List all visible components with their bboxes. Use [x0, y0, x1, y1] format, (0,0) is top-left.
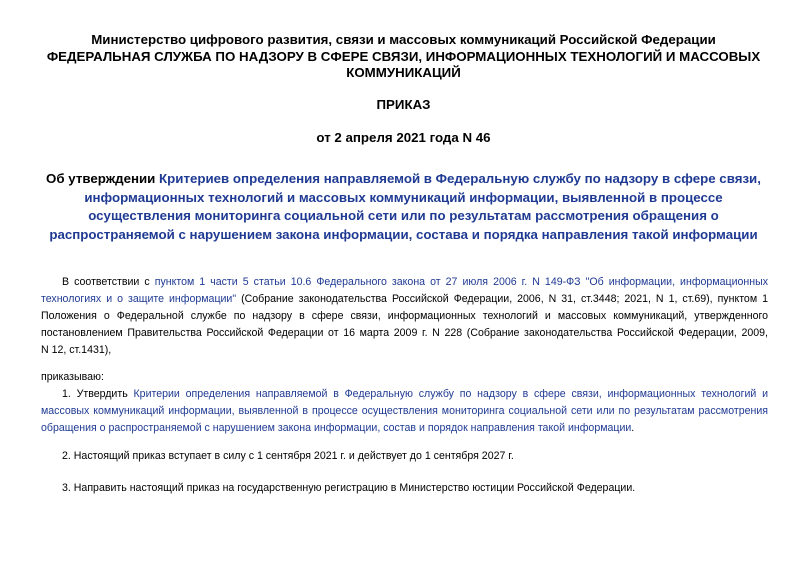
criteria-link-line-3[interactable]: обращения о распространяемой с нарушением закона информации, состав и порядок направления такой информации — [41, 422, 632, 434]
title-line-3[interactable]: осуществления мониторинга социальной сети или по результатам рассмотрения обращения о — [88, 208, 719, 223]
title-line-2[interactable]: информационных технологий и массовых коммуникаций информации, выявленной в процессе — [84, 189, 723, 205]
document-header — [20, 32, 787, 82]
service-name-line-1: ФЕДЕРАЛЬНАЯ СЛУЖБА ПО НАДЗОРУ В СФЕРЕ СВЯЗИ, ИНФОРМАЦИОННЫХ ТЕХНОЛОГИЙ И МАССОВЫХ — [46, 48, 761, 64]
item-2 — [41, 448, 768, 465]
item-3-text: 3. Направить настоящий приказ на государственную регистрацию в Министерство юстиции Российской Федерации. — [62, 482, 636, 494]
criteria-link[interactable]: Критерии определения направляемой в Федеральную службу по надзору в сфере связи, информационных технологий и — [133, 388, 768, 400]
criteria-link-line-2[interactable]: массовых коммуникаций информации, выявленной в процессе осуществления мониторинга социальной сети или по результатам рассмотрения — [41, 405, 768, 417]
item-2-text: 2. Настоящий приказ вступает в силу с 1 сентября 2021 г. и действует до 1 сентября 2027 г. — [62, 450, 514, 462]
preamble-paragraph — [41, 274, 768, 359]
preamble-intro: В соответствии с — [62, 276, 155, 288]
preamble-line-3: Положения о Федеральной службе по надзору в сфере связи, информационных технологий и массовых коммуникаций, утвержденного — [41, 310, 768, 322]
item-1-intro: 1. Утвердить — [62, 388, 134, 400]
title-prefix: Об утверждении — [46, 171, 160, 186]
title-line-4[interactable]: распространяемой с нарушением закона информации, состава и порядка направления такой информации — [49, 226, 758, 242]
service-name-line-2: КОММУНИКАЦИЙ — [346, 65, 461, 80]
preamble-line-2: (Собрание законодательства Российской Федерации, 2006, N 31, ст.3448; 2021, N 1, ст.69), пунктом 1 — [236, 293, 768, 305]
item-1 — [41, 386, 768, 437]
document-title — [30, 170, 777, 244]
federal-law-link[interactable]: пунктом 1 части 5 статьи 10.6 Федерального закона от 27 июля 2006 г. N 149-ФЗ "Об информации, информационных — [154, 276, 768, 288]
order-heading: ПРИКАЗ — [376, 97, 431, 112]
title-criteria-link[interactable]: Критериев определения направляемой в Федеральную службу по надзору в сфере связи, — [159, 171, 761, 186]
item-1-end: . — [631, 422, 635, 434]
item-3 — [41, 480, 768, 497]
orders-word: приказываю: — [41, 371, 104, 383]
ministry-name: Министерство цифрового развития, связи и массовых коммуникаций Российской Федерации — [91, 32, 716, 47]
federal-law-link-cont[interactable]: технологиях и о защите информации" — [41, 293, 237, 305]
preamble-line-4: постановлением Правительства Российской Федерации от 16 марта 2009 г. N 228 (Собрание законодательства Российской Федерации, 2009, — [41, 327, 768, 339]
order-date: от 2 апреля 2021 года N 46 — [316, 130, 491, 145]
preamble-line-5: N 12, ст.1431), — [41, 344, 112, 356]
